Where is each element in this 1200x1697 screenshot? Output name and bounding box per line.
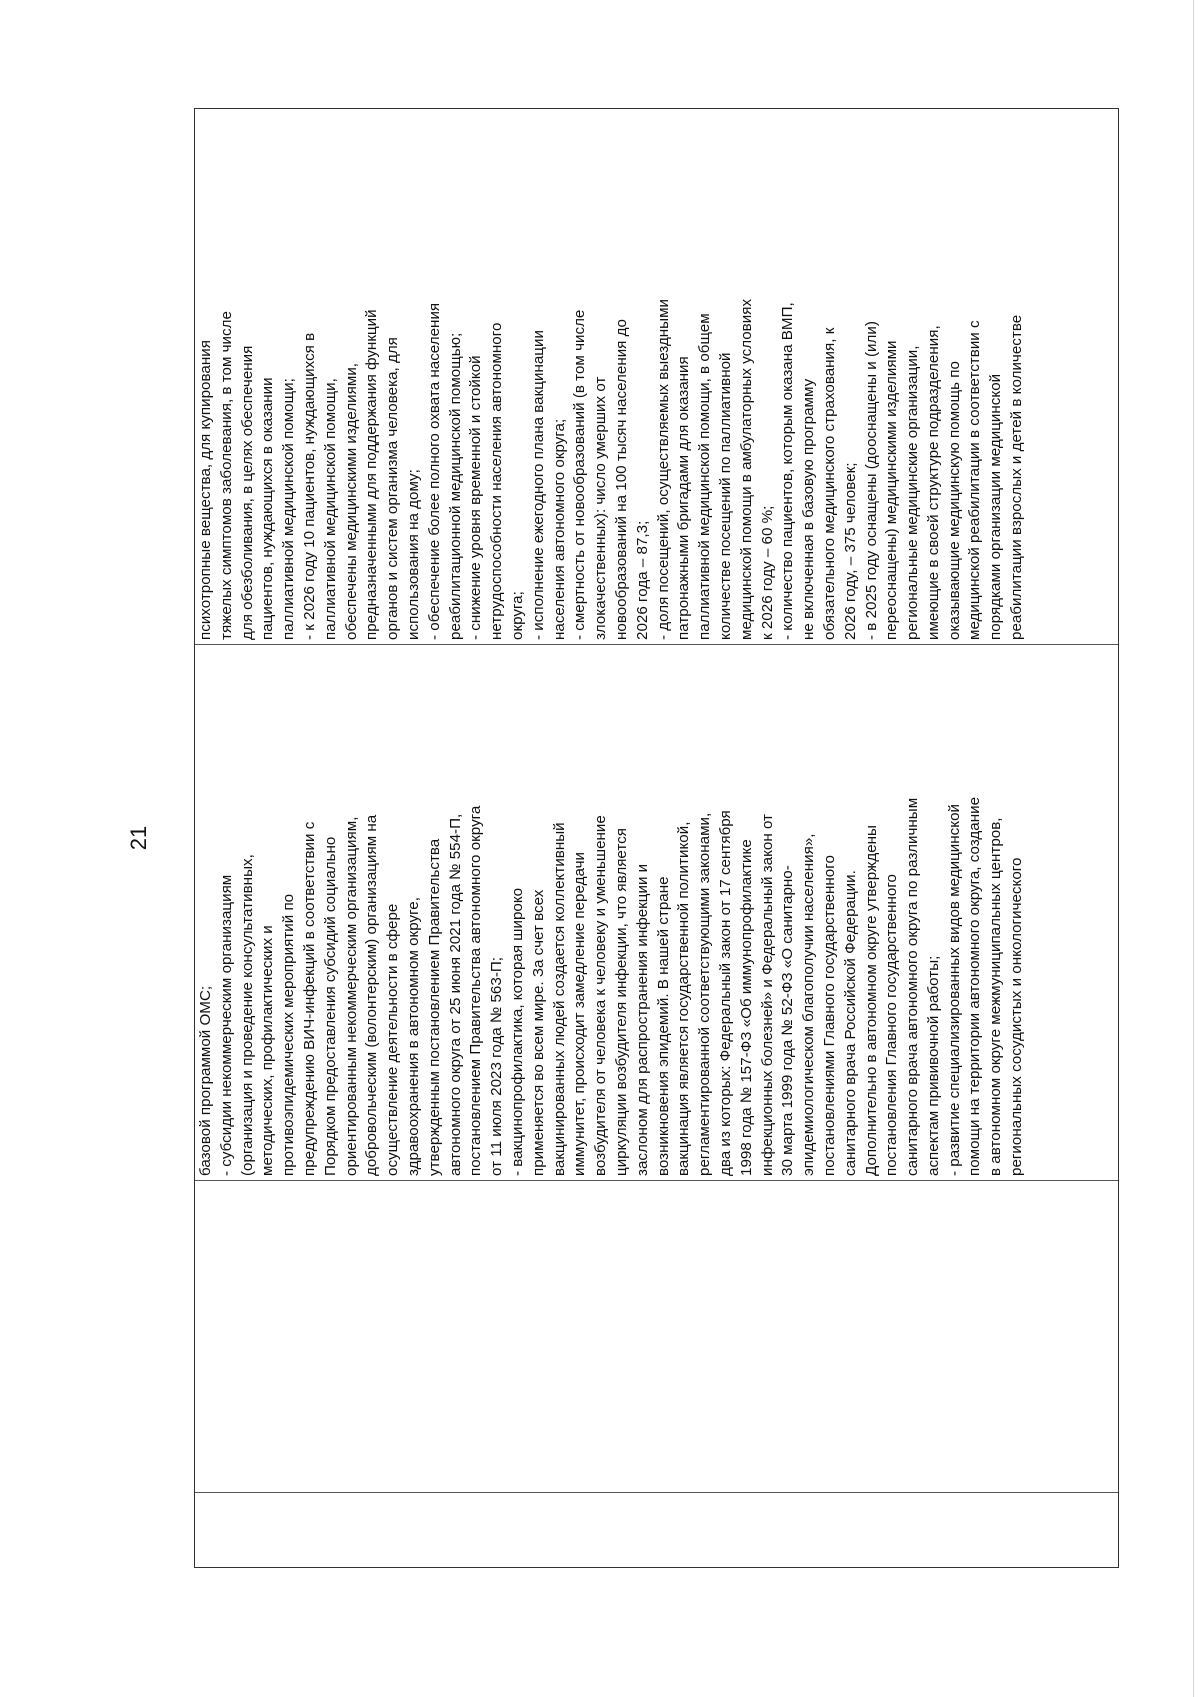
table-cell-empty-2 (195, 1180, 1118, 1492)
text-line: от 11 июля 2023 года № 563-П; (488, 956, 506, 1176)
text-line: здравоохранения в автономном округе, (404, 897, 422, 1176)
text-line: - к 2026 году 10 пациентов, нуждающихся в (300, 332, 318, 640)
text-line: - исполнение ежегодного плана вакцинации (529, 330, 547, 640)
text-line: 30 марта 1999 года № 52-ФЗ «О санитарно- (779, 865, 797, 1176)
text-line: медицинской помощи в амбулаторных условиях (737, 298, 755, 640)
text-line: обеспечены медицинскими изделиями, (342, 362, 360, 640)
text-line: добровольческим (волонтерским) организациям на (363, 814, 381, 1176)
text-line: ориентированным некоммерческим организациям, (342, 816, 360, 1176)
text-line: вакцинация является государственной политикой, (675, 821, 693, 1176)
text-line: региональные медицинские организации, (904, 345, 922, 640)
text-line: - снижение уровня временной и стойкой (467, 355, 485, 640)
text-line: паллиативной медицинской помощи; (280, 378, 298, 640)
text-line: региональных сосудистых и онкологического (1008, 857, 1026, 1176)
text-line: - вакцинопрофилактика, которая широко (508, 887, 526, 1176)
text-line: патронажными бригадами для оказания (675, 356, 693, 640)
text-line: психотропные вещества, для купирования (197, 340, 214, 640)
text-line: органов и систем организма человека, для (384, 337, 402, 640)
text-line: методических, профилактических и (259, 925, 277, 1176)
text-line: - субсидии некоммерческим организациям (217, 874, 235, 1176)
text-line: нетрудоспособности населения автономного (488, 322, 506, 640)
text-line: утвержденным постановлением Правительства (425, 838, 443, 1176)
text-line: новообразований на 100 тысяч населения до (612, 319, 630, 640)
text-line: аспектам прививочной работы; (924, 955, 942, 1176)
text-line: вакцинированных людей создается коллективный (550, 822, 568, 1176)
text-line: постановлениями Главного государственного (820, 855, 838, 1176)
text-line: Дополнительно в автономном округе утверждены (862, 825, 880, 1176)
text-line: порядками организации медицинской (987, 373, 1005, 640)
text-line: - обеспечение более полного охвата населения (425, 302, 443, 640)
table-cell-results (195, 109, 1118, 644)
text-line: обязательного медицинского страхования, к (820, 327, 838, 640)
text-line: - развитие специализированных видов медицинской (945, 803, 963, 1176)
text-line: регламентированной соответствующими законами, (696, 812, 714, 1176)
text-line: - в 2025 году оснащены (дооснащены и (или) (862, 321, 880, 640)
text-line: округа; (508, 591, 526, 640)
text-line: к 2026 году – 60 %; (758, 505, 776, 640)
text-line: Порядком предоставления субсидий социально (321, 836, 339, 1176)
text-line: пациентов, нуждающихся в оказании (259, 377, 277, 640)
page-number: 21 (126, 825, 151, 851)
text-line: базовой программой ОМС; (197, 985, 214, 1176)
text-line: иммунитет, происходит замедление передачи (571, 852, 589, 1176)
text-line: в автономном округе межмуниципальных центров, (987, 817, 1005, 1176)
document-table (194, 108, 1119, 1568)
text-line: - доля посещений, осуществляемых выездными (654, 298, 672, 640)
text-line: злокачественных): число умерших от (592, 376, 610, 640)
text-line: - смертность от новообразований (в том числе (571, 309, 589, 640)
text-line: медицинской реабилитации в соответствии с (966, 320, 984, 640)
text-line: возникновения эпидемий. В нашей стране (654, 876, 672, 1176)
text-line: оказывающие медицинскую помощь по (945, 361, 963, 640)
text-line: два из которых: Федеральный закон от 17 сентября (716, 810, 734, 1176)
text-line: имеющие в своей структуре подразделения, (924, 325, 942, 640)
table-cell-measures (195, 644, 1118, 1180)
text-line: эпидемиологическом благополучии населения», (800, 833, 818, 1176)
text-line: переоснащены) медицинскими изделиями (883, 340, 901, 640)
text-line: противоэпидемических мероприятий по (280, 893, 298, 1176)
text-line: применяется во всем мире. За счет всех (529, 889, 547, 1176)
text-line: использования на дому; (404, 469, 422, 640)
text-line: предназначенными для поддержания функций (363, 309, 381, 640)
text-line: тяжелых симптомов заболевания, в том числе (217, 311, 235, 640)
text-line: постановления Главного государственного (883, 874, 901, 1176)
text-line: инфекционных болезней» и Федеральный закон от (758, 813, 776, 1176)
text-line: 2026 года – 87,3; (633, 520, 651, 640)
text-line: паллиативной медицинской помощи, в общем (696, 313, 714, 640)
table-cell-empty-1 (195, 1492, 1118, 1567)
text-line: возбудителя от человека к человеку и уменьшение (592, 815, 610, 1176)
text-line: паллиативной медицинской помощи, (321, 378, 339, 640)
text-line: количестве посещений по паллиативной (716, 352, 734, 640)
text-line: санитарного врача Российской Федерации. (841, 870, 859, 1176)
text-line: не включенная в базовую программу (800, 378, 818, 640)
text-line: - количество пациентов, которым оказана ВМП, (779, 302, 797, 640)
text-line: циркуляции возбудителя инфекции, что является (612, 828, 630, 1176)
text-line: предупреждению ВИЧ-инфекций в соответствии с (300, 821, 318, 1176)
text-line: реабилитационной медицинской помощью; (446, 332, 464, 640)
text-line: автономного округа от 25 июня 2021 года № 554-П, (446, 813, 464, 1176)
text-line: 2026 году, – 375 человек; (841, 462, 859, 640)
text-line: 1998 года № 157-ФЗ «Об иммунопрофилактике (737, 839, 755, 1176)
text-line: заслоном для распространения инфекции и (633, 863, 651, 1176)
text-line: (организация и проведение консультативных, (238, 854, 256, 1176)
text-line: санитарного врача автономного округа по различным (904, 797, 922, 1176)
text-line: населения автономного округа; (550, 418, 568, 640)
text-line: осуществление деятельности в сфере (384, 903, 402, 1176)
text-line: постановлением Правительства автономного округа (467, 805, 485, 1176)
text-line: для обезболивания, в целях обеспечения (238, 345, 256, 640)
text-line: помощи на территории автономного округа, создание (966, 796, 984, 1176)
rotated-page (126, 108, 1194, 1568)
text-line: реабилитации взрослых и детей в количестве (1008, 314, 1026, 640)
